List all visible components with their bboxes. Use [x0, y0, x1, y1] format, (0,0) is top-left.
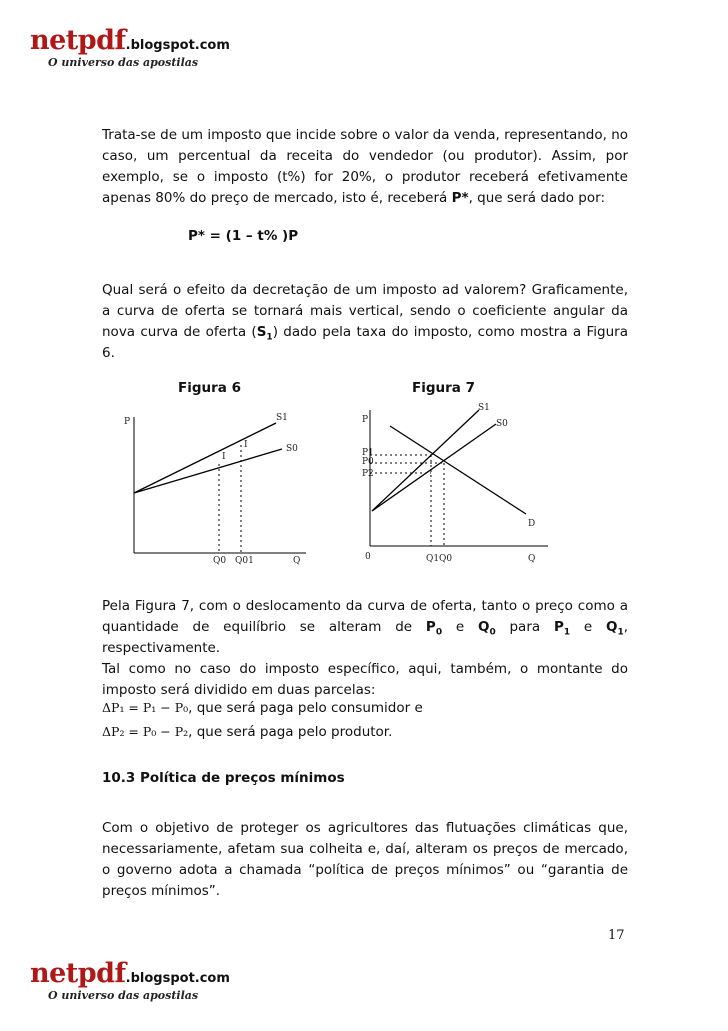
logo-brand-bottom: netpdf — [30, 958, 126, 989]
fig7-p2-label: P2 — [362, 469, 374, 479]
fig7-q0-label: Q0 — [439, 554, 453, 564]
fig7-p1-label: P1 — [362, 448, 374, 458]
fig7-p-label: P — [362, 415, 369, 425]
paragraph-figure7-explanation: Pela Figura 7, com o deslocamento da curva de oferta, tanto o preço como a quantidade de equilíbrio se alteram de $P_0$ e $Q_0$ para $P_1$ e $Q_1$, respectivamente. — [102, 598, 629, 656]
page-number: 17 — [608, 928, 625, 943]
tax-formula: P* = (1 – t% )P — [188, 228, 299, 244]
fig6-mark-left: I — [222, 452, 226, 462]
fig6-mark-right: I — [244, 440, 248, 450]
paragraph2-text: Qual será o efeito da decretação de um imposto ad valorem? Graficamente, a curva de oferta se tornará mais vertical, sendo o coeficiente angular da nova curva de oferta ( — [102, 282, 628, 340]
logo-domain-bottom: .blogspot.com — [125, 971, 230, 986]
fig7-q-label: Q — [528, 554, 536, 564]
paragraph-minimum-prices: Com o objetivo de proteger os agricultores das flutuações climáticas que, necessariamente, afetam sua colheita e, daí, alteram os preços de mercado, o governo adota a chamada “política de preços mínimos” ou “garantia de preços mínimos”. — [102, 820, 628, 899]
footer-logo — [30, 958, 230, 1006]
logo-slogan: O universo das apostilas — [48, 56, 199, 69]
equation-consumer-share: ΔP₁ = P₁ − P₀, que será paga pelo consumidor e — [102, 700, 423, 716]
paragraph-tax-division: Tal como no caso do imposto específico, aqui, também, o montante do imposto será dividido em duas parcelas: — [102, 661, 628, 698]
paragraph-ad-valorem-intro — [102, 125, 628, 209]
fig6-s0-label: S0 — [286, 444, 298, 454]
fig6-q-label: Q — [293, 556, 301, 566]
fig6-supply-s1 — [134, 423, 276, 493]
fig6-q01-label: Q01 — [235, 556, 254, 566]
fig6-s1-label: S1 — [276, 413, 288, 423]
p-star-bold: P* — [451, 190, 469, 206]
fig6-p-label: P — [124, 417, 131, 427]
fig6-supply-s0 — [134, 449, 282, 493]
fig7-q1-label: Q1 — [426, 554, 440, 564]
logo-slogan-bottom: O universo das apostilas — [48, 989, 199, 1002]
paragraph1-tail: , que será dado por: — [468, 190, 605, 206]
s1-bold: $S_1$ — [256, 324, 273, 343]
equation-producer-share: ΔP₂ = P₀ − P₂, que será paga pelo produtor. — [102, 724, 393, 740]
fig7-origin-label: 0 — [365, 552, 371, 562]
figure6-title: Figura 6 — [178, 380, 241, 396]
paragraph-ad-valorem-question — [102, 280, 628, 364]
fig7-s1-label: S1 — [478, 403, 490, 413]
paragraph2-tail: ) dado pela taxa do imposto, como mostra a Figura 6. — [102, 324, 628, 361]
header-logo — [30, 25, 230, 73]
paragraph1-text: Trata-se de um imposto que incide sobre o valor da venda, representando, no caso, um percentual da receita do vendedor (ou produtor). Assim, por exemplo, se o imposto (t%) for 20%, o produtor receberá efetivamente apenas 80% do preço de mercado, isto é, receberá — [102, 127, 629, 206]
fig7-demand-d — [390, 426, 526, 514]
figure7-graph — [356, 398, 556, 568]
logo-brand: netpdf — [30, 25, 126, 56]
fig7-d-label: D — [528, 519, 536, 529]
figure7-title: Figura 7 — [412, 380, 475, 396]
fig6-q0-label: Q0 — [213, 556, 227, 566]
section-heading: 10.3 Política de preços mínimos — [102, 770, 345, 786]
fig7-p0-label: P0 — [362, 457, 374, 467]
figure6-graph — [110, 405, 310, 575]
fig7-supply-s1 — [372, 410, 479, 511]
logo-domain: .blogspot.com — [125, 38, 230, 53]
fig7-supply-s0 — [372, 424, 496, 511]
fig7-s0-label: S0 — [496, 419, 508, 429]
